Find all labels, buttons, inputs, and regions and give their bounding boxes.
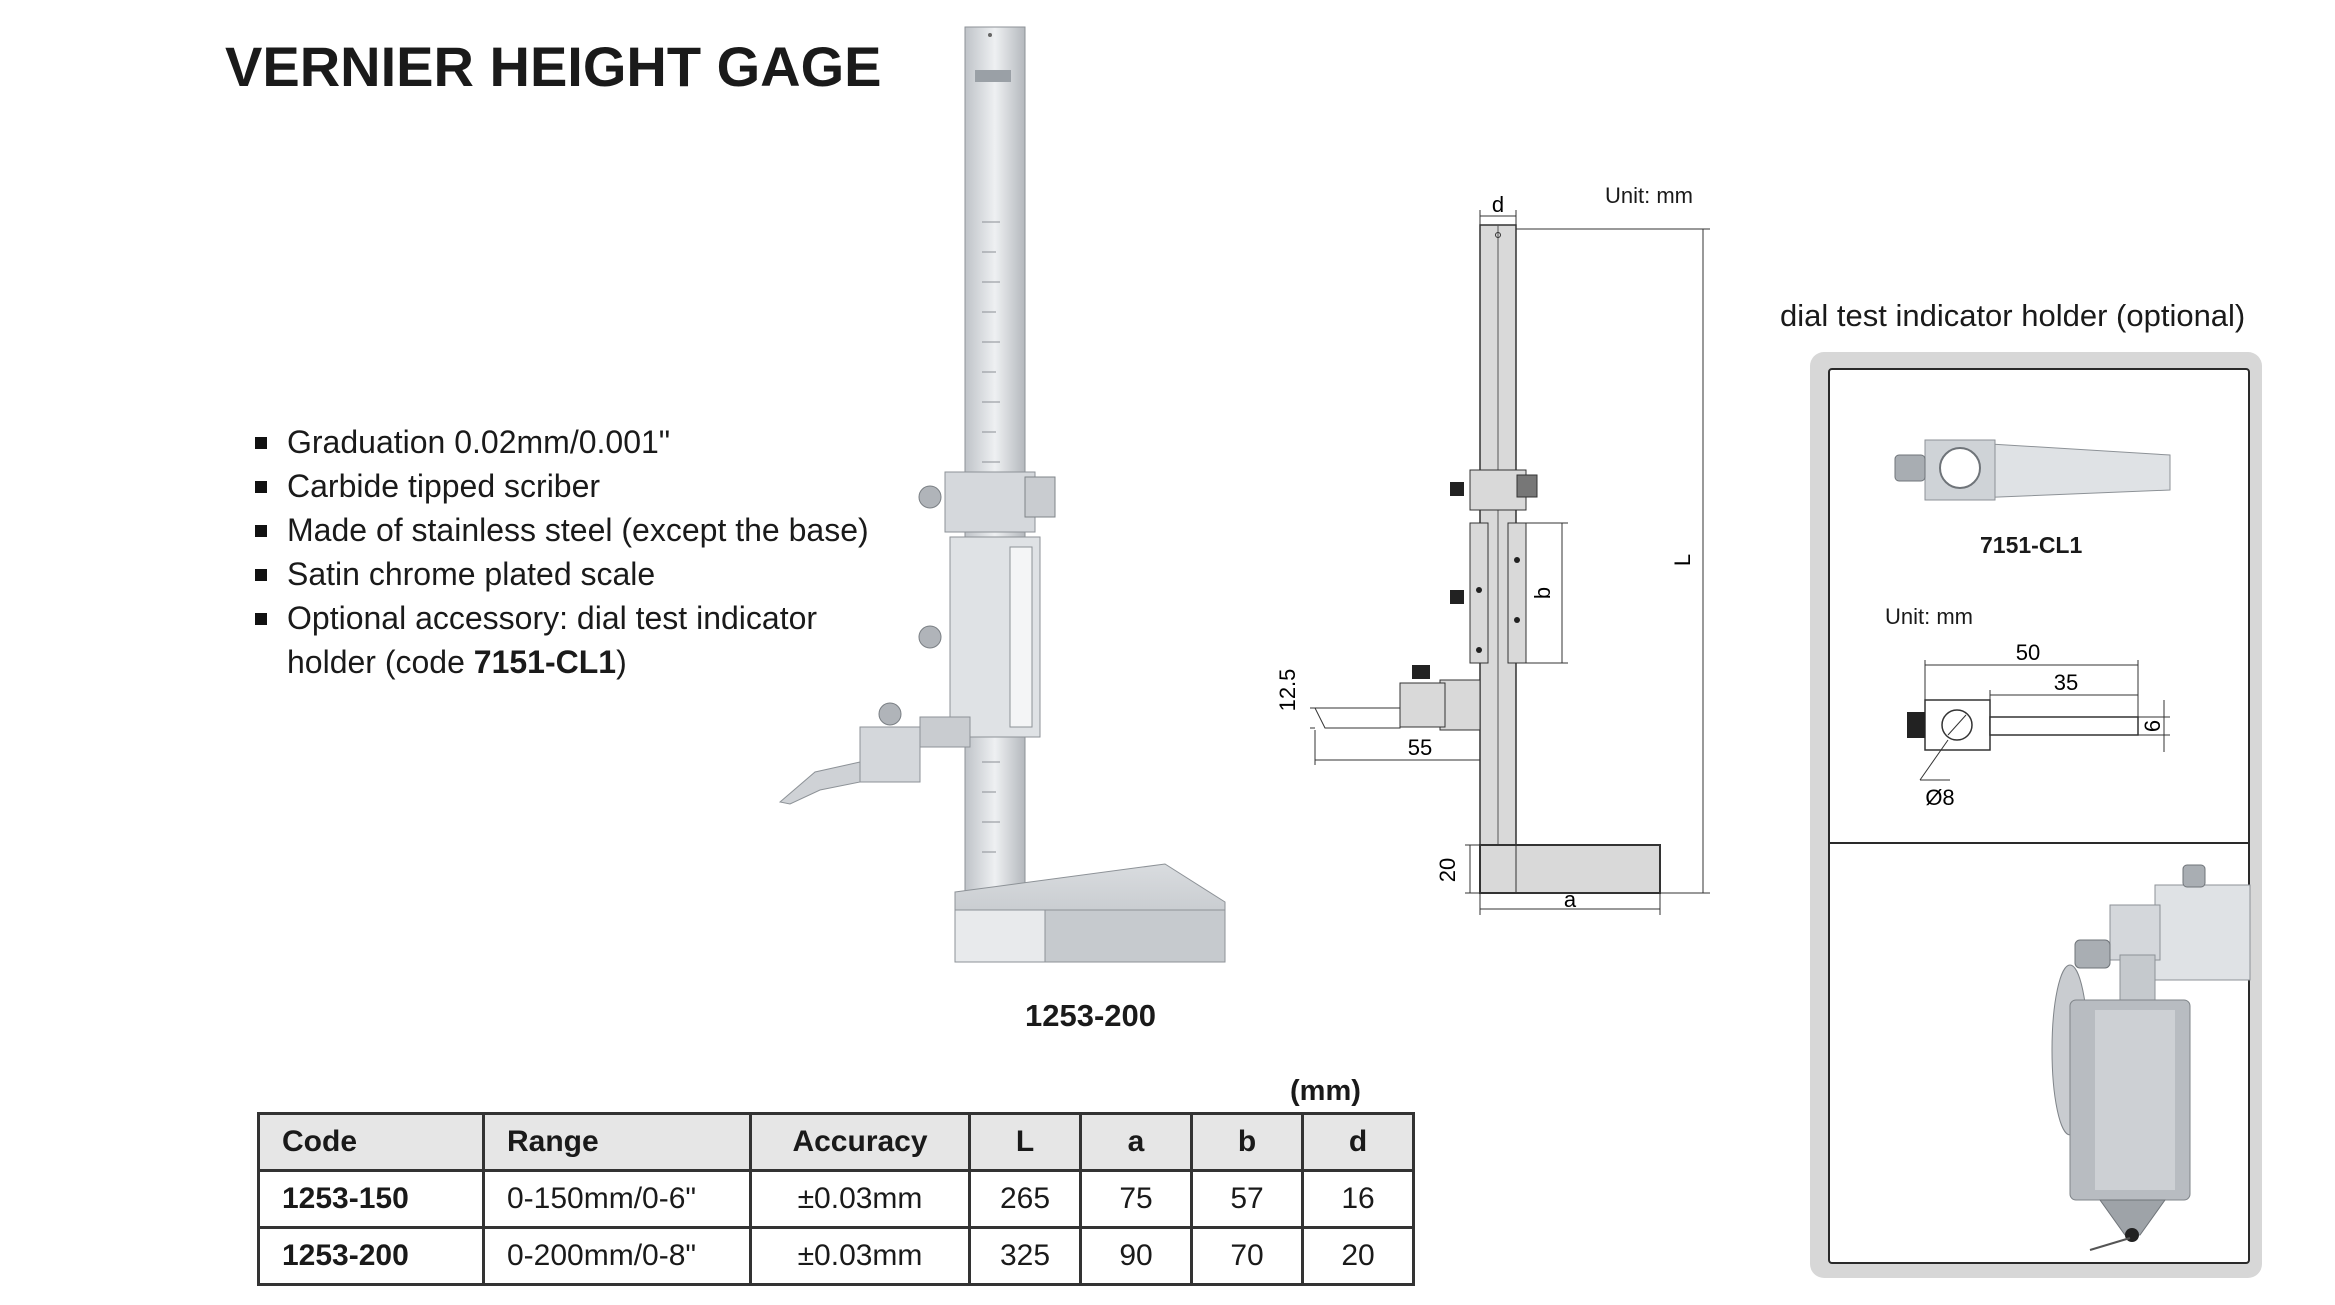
cell-L: 325 (970, 1228, 1081, 1285)
dimension-unit-label: Unit: mm (1605, 183, 1693, 208)
col-header-L: L (970, 1114, 1081, 1171)
product-model-label: 1253-200 (1025, 998, 1157, 1033)
holder-dim-overall: 50 (2015, 640, 2041, 665)
dial-indicator-photo (2000, 860, 2250, 1255)
height-gage-photo (760, 22, 1260, 982)
spec-table (257, 1112, 1415, 1286)
holder-code-label: 7151-CL1 (1980, 532, 2083, 558)
holder-photo (1880, 420, 2180, 520)
dim-label-scriber-height: 12.5 (1275, 668, 1300, 712)
cell-L: 265 (970, 1171, 1081, 1228)
feature-cont-suffix: ) (616, 644, 627, 680)
cell-code: 1253-200 (259, 1228, 484, 1285)
holder-dimension-drawing (1880, 640, 2210, 840)
holder-title: dial test indicator holder (optional) (1780, 298, 2246, 333)
page-title: VERNIER HEIGHT GAGE (225, 35, 882, 98)
dim-label-L: L (1670, 553, 1695, 567)
feature-item: Made of stainless steel (except the base) (255, 508, 869, 552)
holder-divider (1828, 842, 2248, 844)
feature-item: Optional accessory: dial test indicator (255, 596, 869, 640)
dim-label-scriber-length: 55 (1407, 735, 1433, 760)
table-unit-note: (mm) (1290, 1075, 1361, 1107)
table-header-row (259, 1114, 1414, 1171)
cell-range: 0-150mm/0-6" (484, 1171, 751, 1228)
table-row (259, 1228, 1414, 1285)
col-header-range: Range (484, 1114, 751, 1171)
feature-item: Satin chrome plated scale (255, 552, 869, 596)
col-header-b: b (1192, 1114, 1303, 1171)
cell-d: 16 (1303, 1171, 1414, 1228)
table-row (259, 1171, 1414, 1228)
cell-accuracy: ±0.03mm (751, 1171, 970, 1228)
cell-accuracy: ±0.03mm (751, 1228, 970, 1285)
feature-item: Graduation 0.02mm/0.001" (255, 420, 869, 464)
accessory-code: 7151-CL1 (473, 644, 617, 680)
dim-label-b: b (1530, 586, 1555, 600)
dim-label-a: a (1563, 887, 1577, 912)
cell-range: 0-200mm/0-8" (484, 1228, 751, 1285)
dimension-drawing (1275, 180, 1750, 920)
holder-dim-thickness: 6 (2140, 719, 2165, 733)
holder-dim-arm: 35 (2053, 670, 2079, 695)
holder-unit-label: Unit: mm (1885, 604, 1973, 629)
cell-code: 1253-150 (259, 1171, 484, 1228)
holder-dim-bore: Ø8 (1925, 785, 1955, 810)
col-header-accuracy: Accuracy (751, 1114, 970, 1171)
dim-label-base-height: 20 (1435, 857, 1460, 883)
feature-cont-prefix: holder (code (287, 644, 474, 680)
cell-b: 70 (1192, 1228, 1303, 1285)
feature-item: Carbide tipped scriber (255, 464, 869, 508)
col-header-code: Code (259, 1114, 484, 1171)
col-header-d: d (1303, 1114, 1414, 1171)
cell-b: 57 (1192, 1171, 1303, 1228)
col-header-a: a (1081, 1114, 1192, 1171)
cell-a: 90 (1081, 1228, 1192, 1285)
dim-label-d: d (1491, 192, 1505, 217)
cell-d: 20 (1303, 1228, 1414, 1285)
cell-a: 75 (1081, 1171, 1192, 1228)
